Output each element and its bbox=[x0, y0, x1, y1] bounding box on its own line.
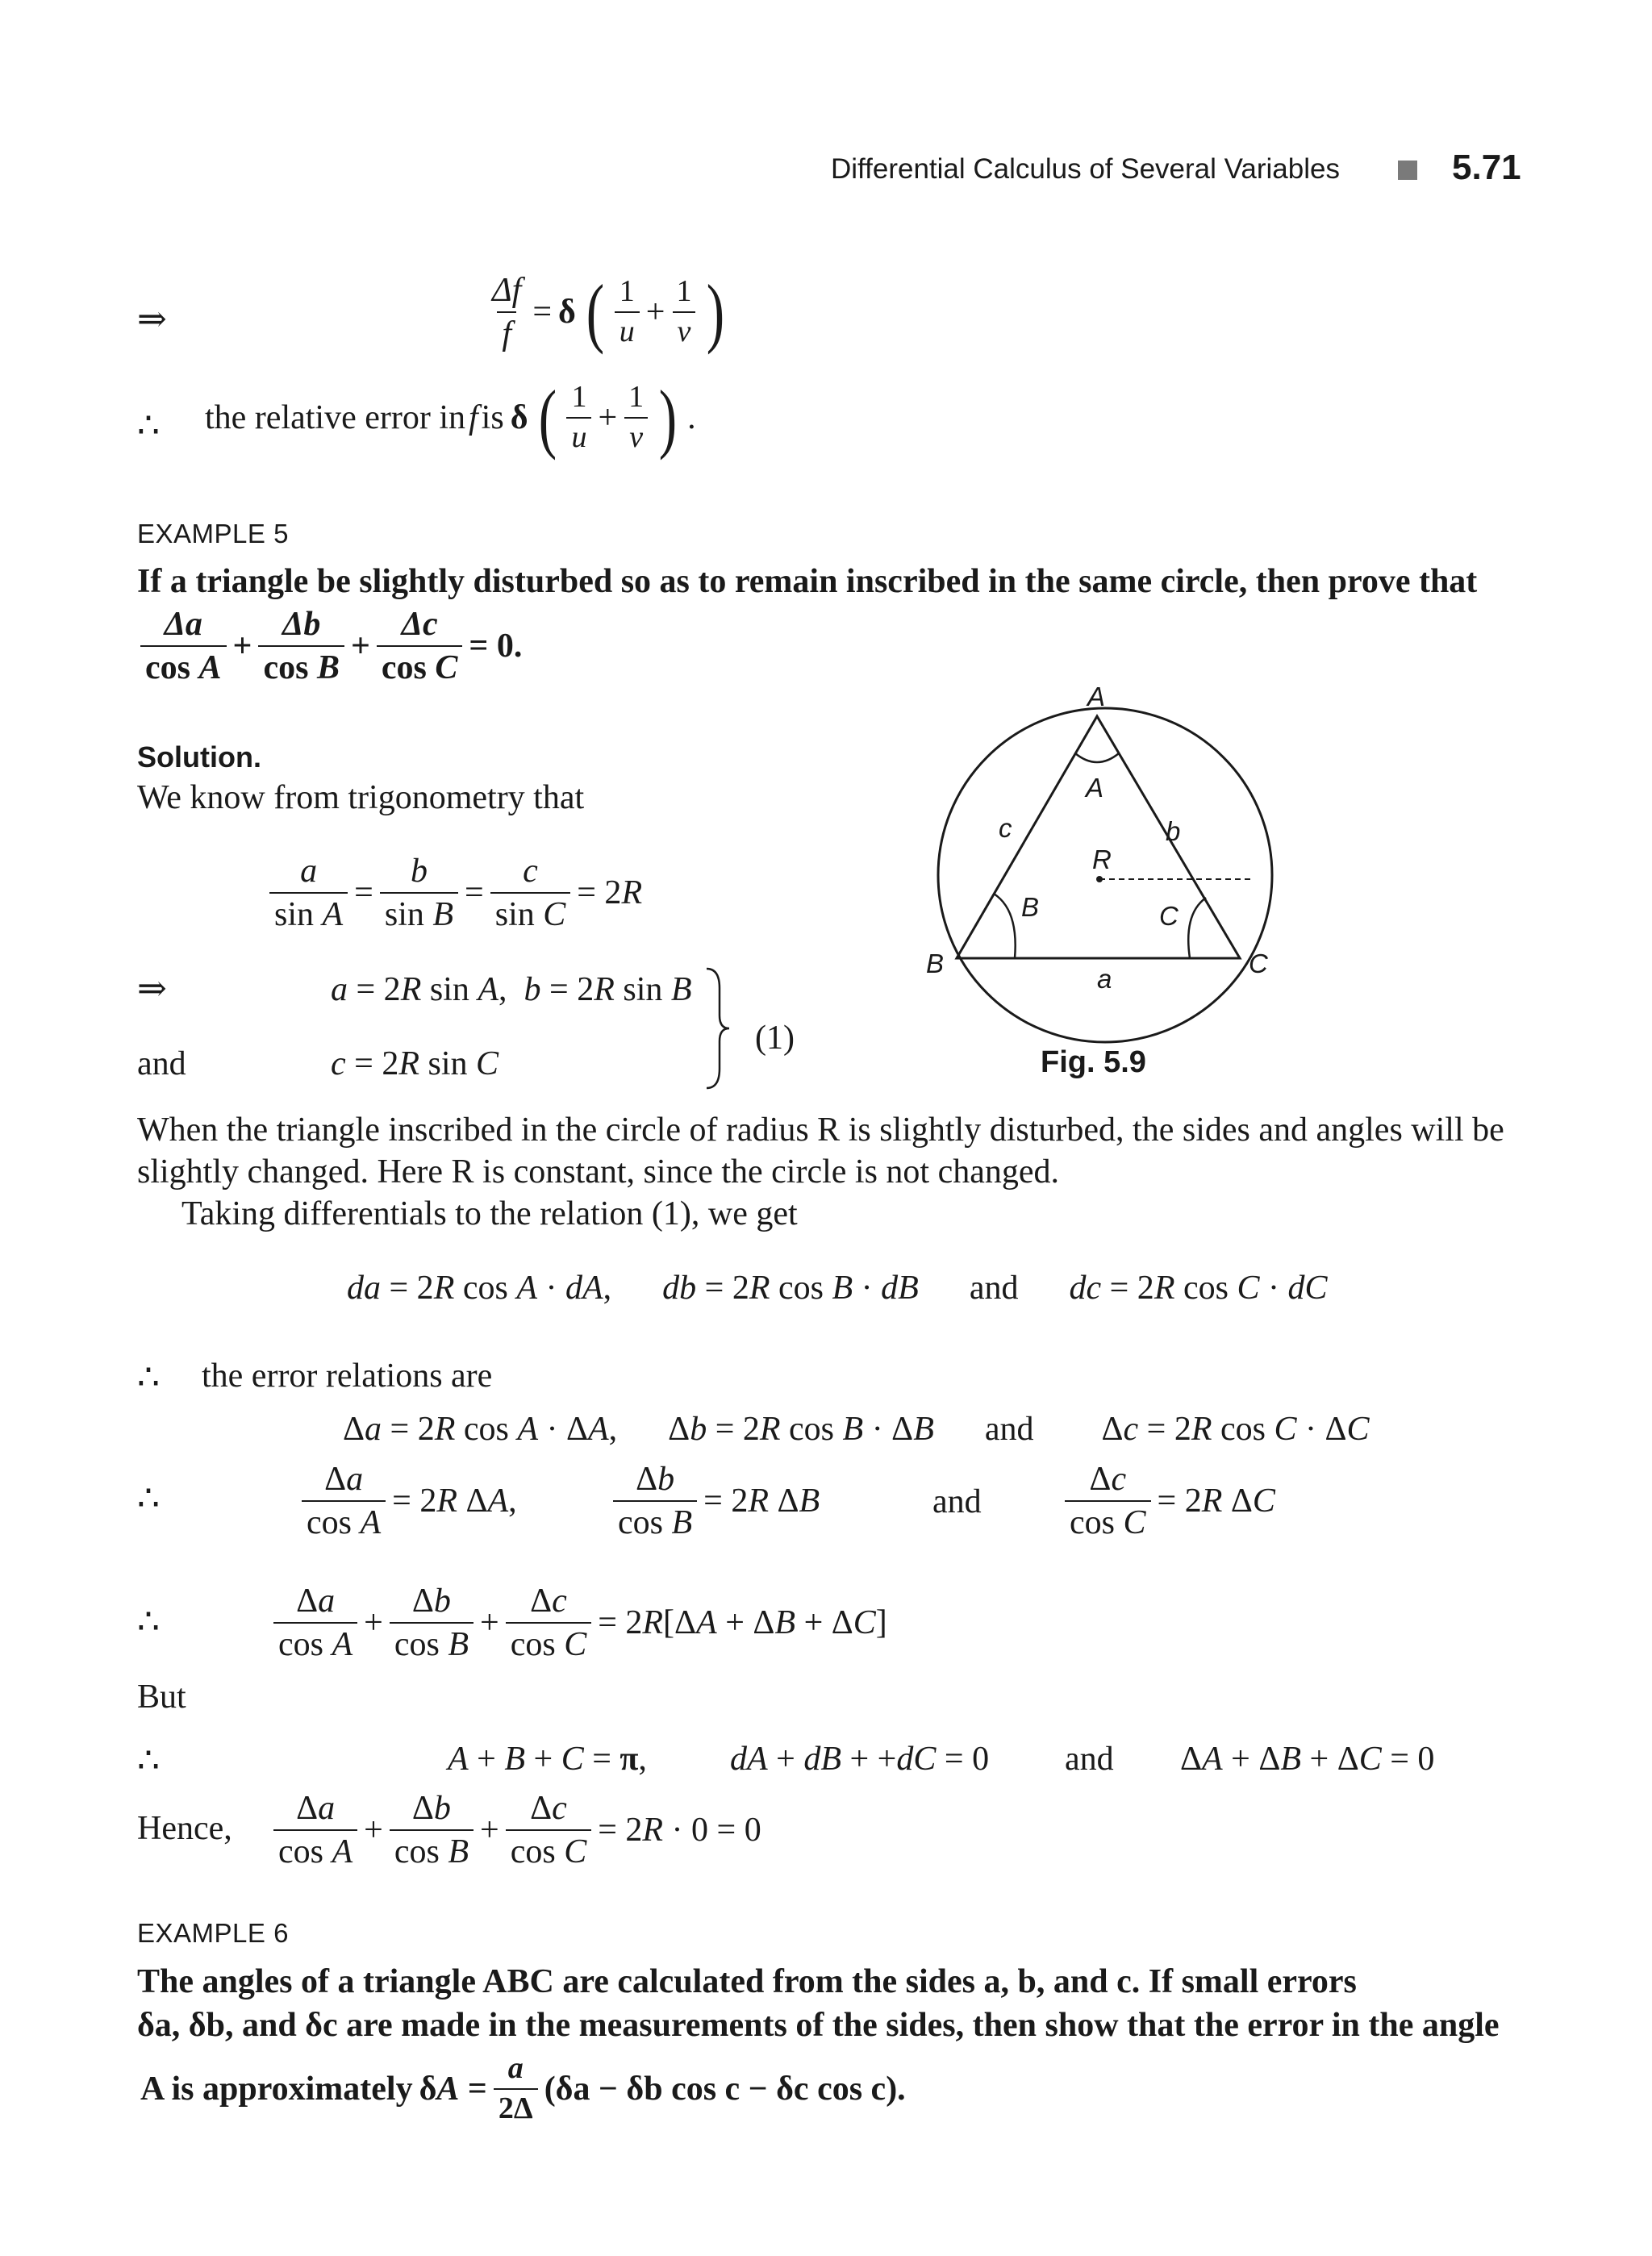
ratio-c: $\frac{\Delta c}{\text{cos C}}$ = 2R ΔC bbox=[1062, 1462, 1279, 1541]
vertex-b-label: B bbox=[926, 949, 945, 978]
error-angle-sum: ΔA + ΔB + ΔC = 0 bbox=[1180, 1741, 1435, 1778]
page-number: 5.71 bbox=[1452, 148, 1521, 187]
example-6-line3: A is approximately δA = $\frac{a}{2\Delta}$ (δa − δb cos c − δc cos c). bbox=[140, 2051, 906, 2125]
and-label-2: and bbox=[932, 1483, 982, 1520]
example-5-label: EXAMPLE 5 bbox=[137, 519, 289, 548]
eq-c: c = 2R sin C bbox=[331, 1045, 499, 1082]
error-relations-text: the error relations are bbox=[202, 1357, 493, 1395]
figure-caption: Fig. 5.9 bbox=[1041, 1045, 1146, 1079]
therefore-symbol: ∴ bbox=[137, 406, 160, 445]
therefore-symbol-5: ∴ bbox=[137, 1741, 160, 1780]
solution-intro: We know from trigonometry that bbox=[137, 779, 585, 816]
relative-error-equation: $\frac{\Delta f}{f}$ = δ ( $\frac{1}{u}$ + $\frac{1}{v}$ ) bbox=[484, 273, 732, 352]
side-b-label: b bbox=[1166, 816, 1181, 846]
example-6-line1: The angles of a triangle ABC are calculated from the sides a, b, and c. If small errors bbox=[137, 1963, 1357, 2000]
example-5-statement: If a triangle be slightly disturbed so as to remain inscribed in the same circle, then prove that bbox=[137, 563, 1478, 600]
implies-symbol: ⇒ bbox=[137, 299, 167, 339]
implies-symbol-2: ⇒ bbox=[137, 969, 167, 1008]
sum-ratios: $\frac{\Delta a}{\text{cos A}}$ + $\frac{\Delta b}{\text{cos B}}$ + $\frac{\Delta c}{\text{cos C}}$ = 2R[ΔA + ΔB + ΔC] bbox=[270, 1583, 891, 1662]
eq-a-b: a = 2R sin A, b = 2R sin B bbox=[331, 971, 692, 1008]
vertex-a-label: A bbox=[1087, 682, 1106, 711]
angle-a-arc bbox=[1075, 753, 1119, 762]
right-brace bbox=[702, 964, 734, 1093]
center-r-label: R bbox=[1092, 844, 1112, 874]
and-label-3: and bbox=[1065, 1741, 1114, 1778]
ratio-b: $\frac{\Delta b}{\text{cos B}}$ = 2R ΔB bbox=[610, 1462, 823, 1541]
example-6-label: EXAMPLE 6 bbox=[137, 1918, 289, 1948]
equation-number: (1) bbox=[755, 1020, 795, 1057]
error-relations-eq: Δa = 2R cos A · ΔA, Δb = 2R cos B · ΔB and Δc = 2R cos C · ΔC bbox=[343, 1411, 1370, 1448]
angle-c-label: C bbox=[1159, 901, 1179, 931]
solution-heading: Solution. bbox=[137, 740, 261, 774]
side-a-label: a bbox=[1097, 964, 1112, 994]
differential-angle-sum: dA + dB + +dC = 0 bbox=[730, 1741, 990, 1778]
example-5-result: $\frac{\Delta a}{\text{cos A}}$ + $\frac{\Delta b}{\text{cos B}}$ + $\frac{\Delta c}{\text{cos C}}$ = 0. bbox=[137, 607, 525, 686]
paragraph-disturbed: When the triangle inscribed in the circle of radius R is slightly disturbed, the sides and angles will be slightly changed. Here R is constant, since the circle is not changed. bbox=[137, 1111, 1504, 1191]
therefore-symbol-2: ∴ bbox=[137, 1357, 160, 1397]
side-c-label: c bbox=[999, 813, 1012, 843]
vertex-c-label: C bbox=[1249, 949, 1268, 978]
example-6-line2: δa, δb, and δc are made in the measurements of the sides, then show that the error in the angle bbox=[137, 2007, 1500, 2044]
therefore-symbol-3: ∴ bbox=[137, 1478, 160, 1518]
angle-b-label: B bbox=[1021, 892, 1040, 922]
angle-a-label: A bbox=[1086, 773, 1104, 803]
paragraph-differentials: Taking differentials to the relation (1), we get bbox=[181, 1195, 798, 1232]
ratio-a: $\frac{\Delta a}{\text{cos A}}$ = 2R ΔA, bbox=[298, 1462, 520, 1541]
differential-relations: da = 2R cos A · dA, db = 2R cos B · dB and dc = 2R cos C · dC bbox=[347, 1270, 1328, 1307]
figure-triangle-in-circle bbox=[903, 678, 1323, 1081]
sine-rule: $\frac{a}{\text{sin A}}$ = $\frac{b}{\text{sin B}}$ = $\frac{c}{\text{sin C}}$ = 2R bbox=[266, 853, 645, 932]
but-label: But bbox=[137, 1678, 186, 1716]
relative-error-statement: the relative error in f is δ ( $\frac{1}{u}$ + $\frac{1}{v}$ ) . bbox=[205, 374, 696, 461]
final-result: $\frac{\Delta a}{\text{cos A}}$ + $\frac{\Delta b}{\text{cos B}}$ + $\frac{\Delta c}{\text{cos C}}$ = 2R · 0 = 0 bbox=[270, 1791, 765, 1870]
angle-c-arc bbox=[1188, 898, 1206, 958]
header-square-icon bbox=[1398, 161, 1417, 180]
delta-f-over-f: $\frac{\Delta f}{f}$ bbox=[492, 272, 522, 353]
and-label: and bbox=[137, 1045, 186, 1082]
running-title: Differential Calculus of Several Variables bbox=[831, 153, 1340, 185]
hence-label: Hence, bbox=[137, 1810, 232, 1847]
angle-sum: A + B + C = π, bbox=[448, 1741, 647, 1778]
angle-b-arc bbox=[994, 894, 1016, 958]
therefore-symbol-4: ∴ bbox=[137, 1602, 160, 1641]
